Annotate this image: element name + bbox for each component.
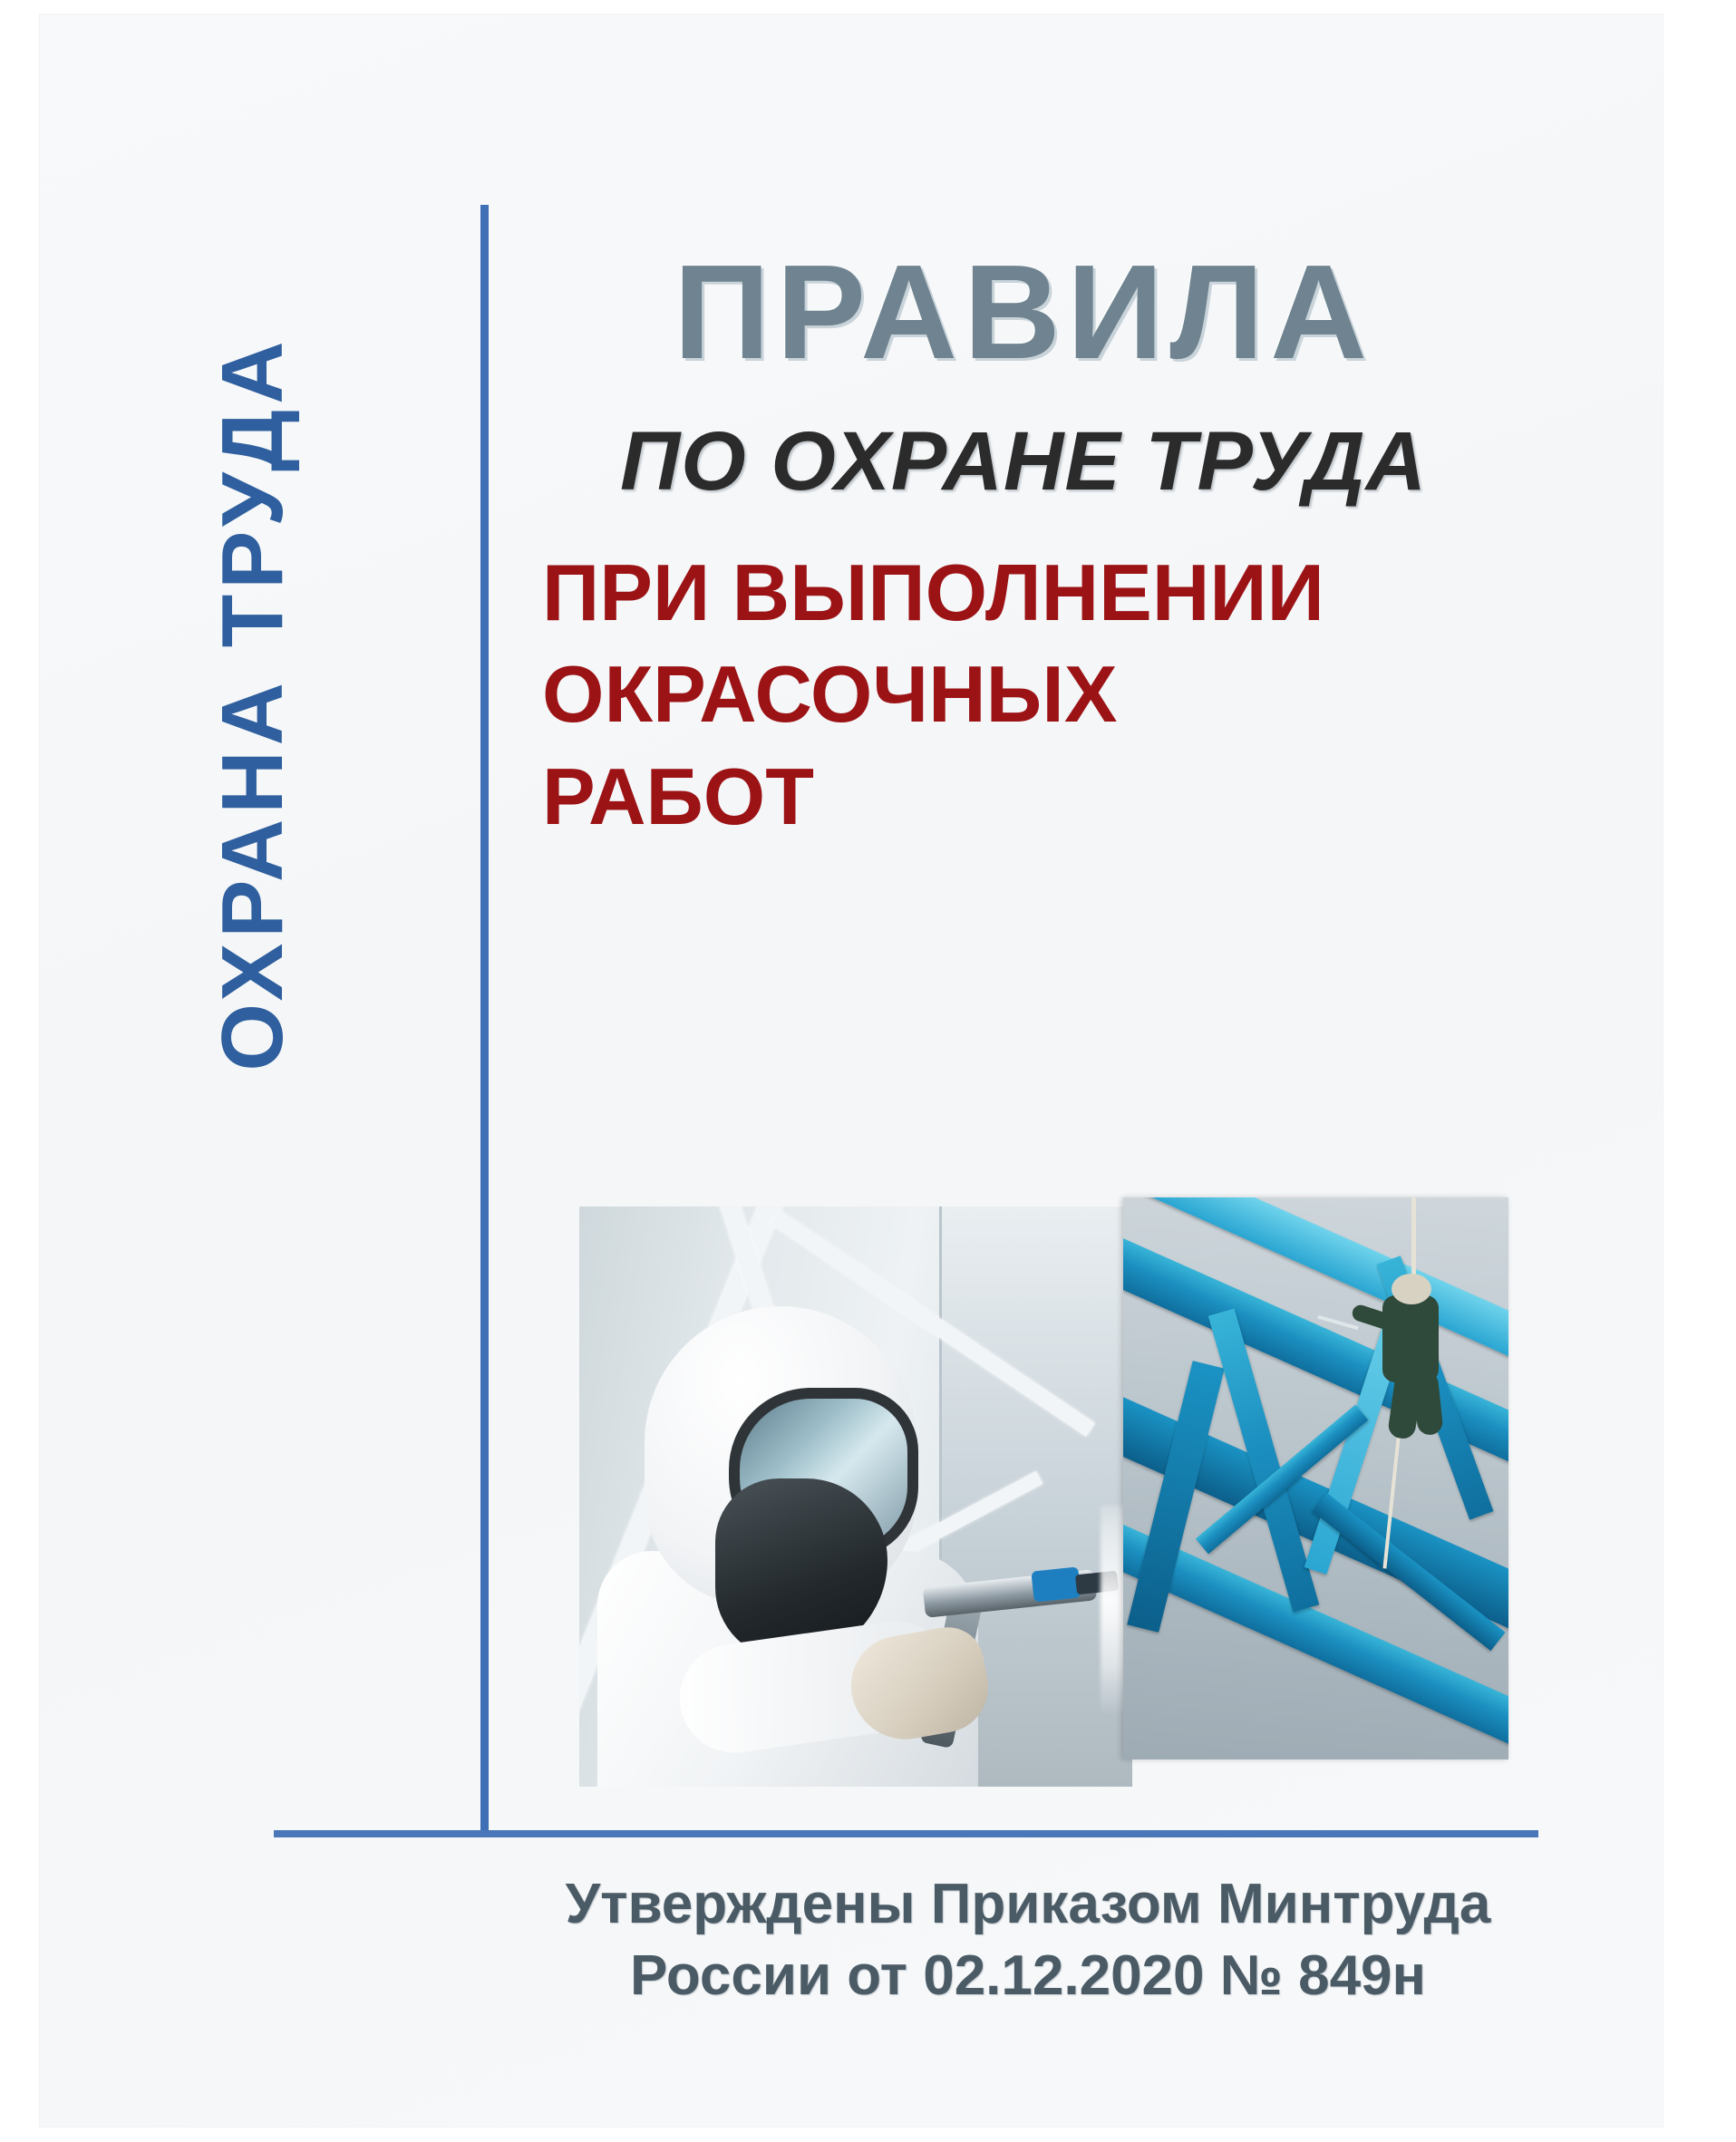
title-block	[529, 237, 1518, 848]
page-title: ПРАВИЛА	[674, 237, 1373, 387]
worker-torso	[1382, 1295, 1439, 1382]
cover-photo-group	[579, 1197, 1508, 1787]
approval-line-2: России от 02.12.2020 № 849н	[630, 1944, 1426, 2008]
subtitle-secondary-line-3: РАБОТ	[542, 751, 814, 841]
steel-truss-painting-photo	[1123, 1197, 1508, 1759]
approval-statement	[507, 1868, 1549, 2012]
painter-spraying-photo	[579, 1207, 1132, 1787]
approval-line-1: Утверждены Приказом Минтруда	[565, 1873, 1491, 1935]
subtitle-secondary-line-2: ОКРАСОЧНЫХ	[542, 649, 1118, 740]
vertical-divider-rule	[480, 205, 489, 1832]
book-cover	[40, 15, 1663, 2127]
spray-gun-blue-part	[1031, 1566, 1081, 1602]
horizontal-divider-rule	[274, 1830, 1538, 1837]
subtitle-primary: ПО ОХРАНЕ ТРУДА	[619, 415, 1428, 508]
spine-series-label: ОХРАНА ТРУДА	[204, 335, 301, 1071]
subtitle-secondary-line-1: ПРИ ВЫПОЛНЕНИИ	[542, 547, 1324, 637]
subtitle-secondary	[529, 542, 1518, 848]
worker-helmet	[1392, 1274, 1431, 1304]
